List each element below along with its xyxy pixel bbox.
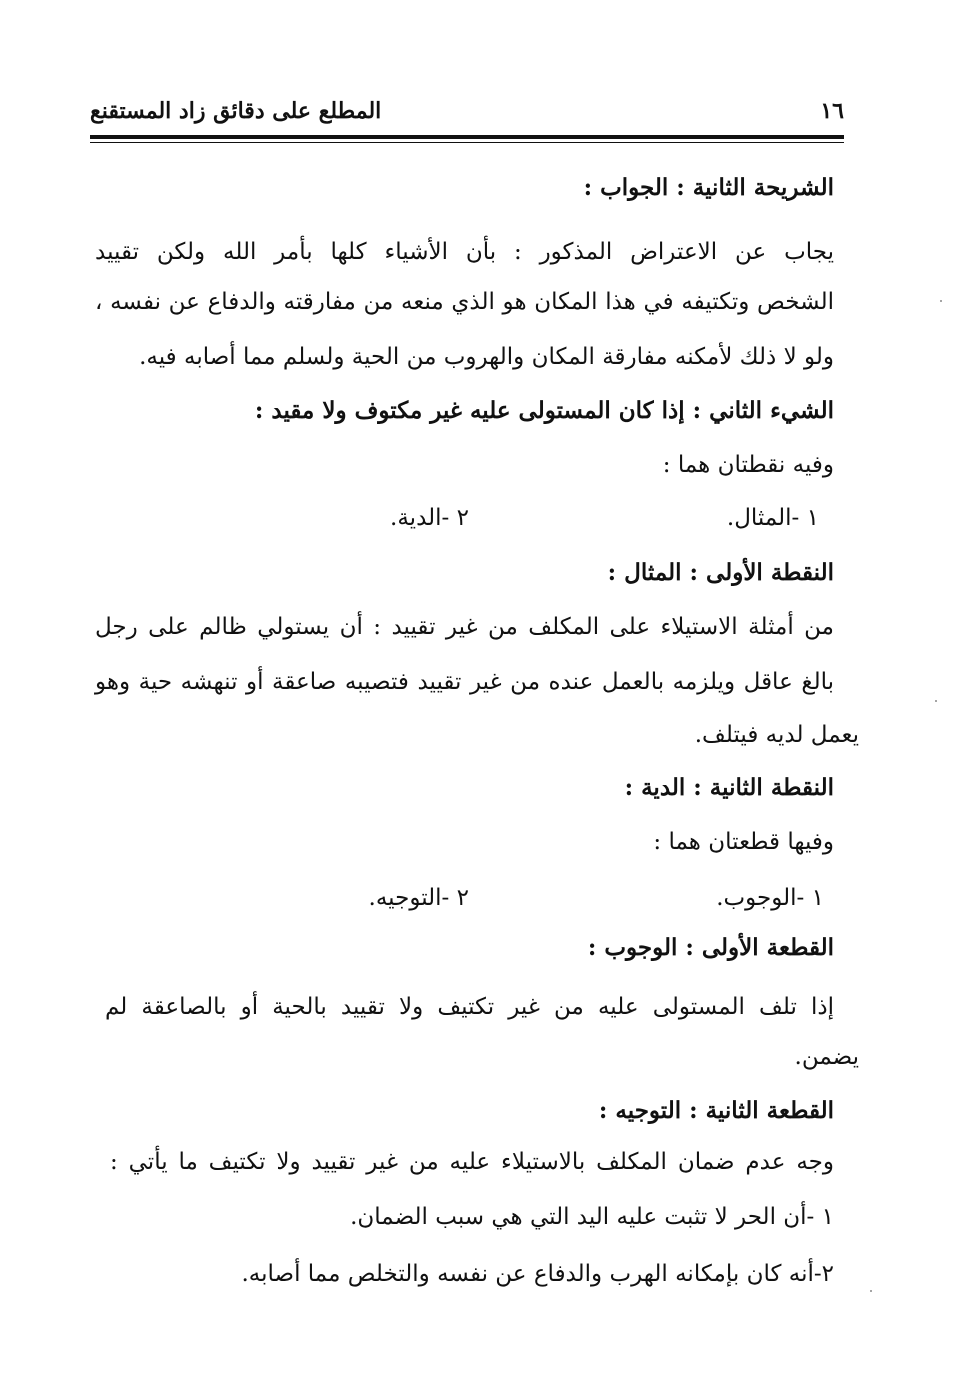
paragraph-line: الشخص وتكتيفه في هذا المكان هو الذي منعه من مفارقته والدفاع عن نفسه ،: [95, 289, 834, 315]
book-title: المطلع على دقائق زاد المستقنع: [90, 98, 382, 124]
paragraph-line: بالغ عاقل ويلزمه بالعمل عنده من غير تقييد فتصيبه صاعقة أو تنهشه حية وهو: [95, 669, 834, 695]
paragraph-line: وفيها قطعتان هما :: [653, 829, 834, 855]
scan-speck: [935, 700, 937, 702]
piece-list-item: ١ -الوجوب.: [716, 885, 824, 911]
heading-second-thing: الشيء الثاني : إذا كان المستولى عليه غير مكتوف ولا مقيد :: [254, 397, 834, 424]
list-item: ١ -أن الحر لا تثبت عليه اليد التي هي سبب الضمان.: [350, 1204, 834, 1230]
paragraph-line: ولو لا ذلك لأمكنه مفارقة المكان والهروب من الحية ولسلم مما أصابه فيه.: [139, 344, 834, 370]
paragraph-line: يضمن.: [794, 1044, 859, 1070]
header-rule-thick: [90, 135, 844, 139]
paragraph-line: يجاب عن الاعتراض المذكور : بأن الأشياء كلها بأمر الله ولكن تقييد: [95, 239, 834, 265]
heading-first-piece: القطعة الأولى : الوجوب :: [587, 934, 834, 961]
list-item: ٢-أنه كان بإمكانه الهرب والدفاع عن نفسه والتخلص مما أصابه.: [241, 1261, 834, 1287]
point-list-item: ١ -المثال.: [726, 505, 819, 531]
heading-first-point: النقطة الأولى : المثال :: [607, 559, 834, 586]
page-number: ١٦: [820, 98, 844, 124]
paragraph-line: إذا تلف المستولى عليه من غير تكتيف ولا تقييد بالحية أو بالصاعقة لم: [105, 994, 834, 1020]
scan-speck: [940, 300, 942, 302]
scan-speck: [870, 1290, 872, 1292]
running-header: [90, 96, 844, 136]
paragraph-line: وجه عدم ضمان المكلف بالاستيلاء عليه من غير تقييد ولا تكتيف ما يأتي :: [110, 1149, 834, 1175]
header-rule-thin: [90, 142, 844, 143]
paragraph-line: يعمل لديه فيتلف.: [694, 722, 859, 748]
heading-second-slide: الشريحة الثانية : الجواب :: [583, 174, 834, 201]
paragraph-line: من أمثلة الاستيلاء على المكلف من غير تقييد : أن يستولي ظالم على رجل: [95, 614, 834, 640]
heading-second-point: النقطة الثانية : الدية :: [624, 774, 834, 801]
piece-list-item: ٢ -التوجيه.: [368, 885, 469, 911]
paragraph-line: وفيه نقطتان هما :: [662, 452, 834, 478]
heading-second-piece: القطعة الثانية : التوجيه :: [598, 1097, 834, 1124]
point-list-item: ٢ -الدية.: [390, 505, 469, 531]
